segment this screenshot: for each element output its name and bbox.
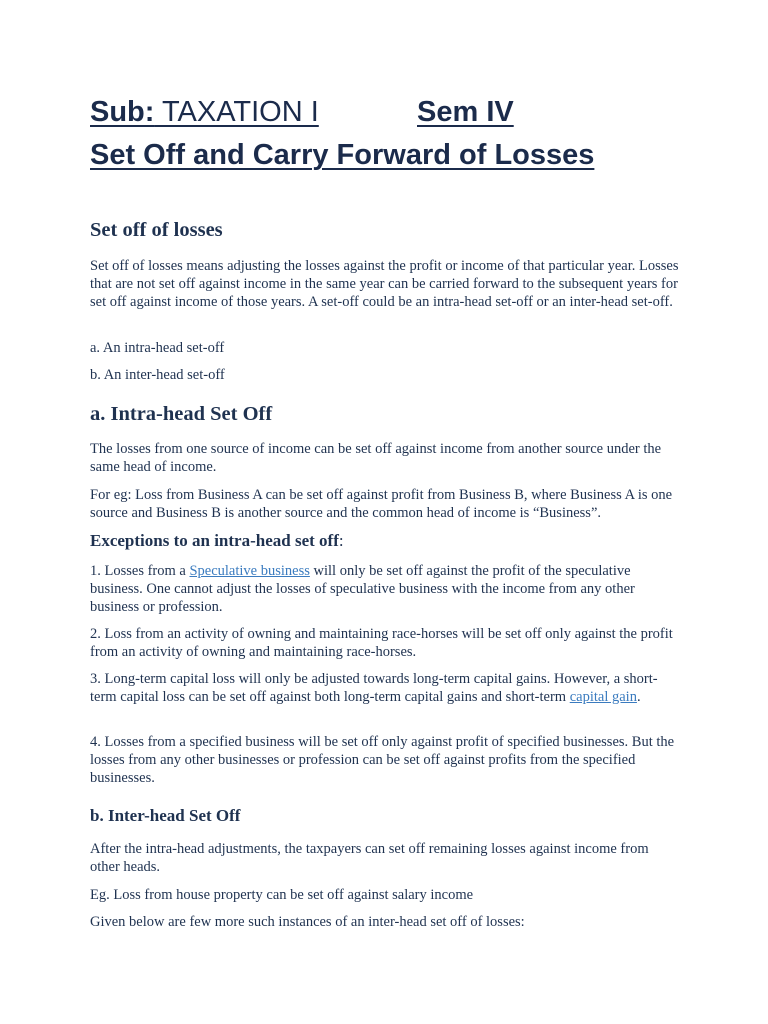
semester-label: Sem IV (417, 96, 514, 128)
heading-exceptions (90, 530, 344, 552)
exception-3-text-end: . (636, 689, 641, 705)
inter-head-example-paragraph: Eg. Loss from house property can be set off against salary income (90, 887, 474, 903)
list-item-intra-head: a. An intra-head set-off (90, 340, 225, 356)
heading-set-off-of-losses: Set off of losses (90, 219, 223, 241)
subject-name: TAXATION I (154, 96, 319, 128)
heading-inter-head-set-off: b. Inter-head Set Off (90, 806, 241, 825)
exception-4-paragraph: 4. Losses from a specified business will be set off only against profit of specified businesses. But the losses from any other businesses or profession can be set off against profits from the specified businesses. (90, 734, 675, 786)
set-off-definition-paragraph: Set off of losses means adjusting the losses against the profit or income of that particular year. Losses that are not set off against income in the same year can be carried forward to the subsequent years for set off against income of those years. A set-off could be an intra-head set-off or an inter-head set-off. (90, 258, 679, 310)
heading-intra-head-set-off: a. Intra-head Set Off (90, 403, 273, 425)
intra-head-example-paragraph: For eg: Loss from Business A can be set off against profit from Business B, where Business A is one source and Business B is another source and the common head of income is “Business”. (90, 487, 673, 521)
sub-label: Sub: (90, 96, 155, 128)
exception-3-text-start: 3. Long-term capital loss will only be adjusted towards long-term capital gains. However, a short-term capital loss can be set off against both long-term capital gains and short-term (90, 671, 658, 705)
topic-title: Set Off and Carry Forward of Losses (90, 139, 595, 171)
exception-1-text-end: will only be set off against the profit of the speculative business. One cannot adjust the losses of speculative business with the income from any other business or profession. (90, 563, 635, 615)
intra-head-paragraph: The losses from one source of income can be set off against income from another source under the same head of income. (90, 441, 662, 475)
inter-head-paragraph: After the intra-head adjustments, the taxpayers can set off remaining losses against income from other heads. (90, 841, 649, 875)
exception-1-text-start: 1. Losses from a (90, 563, 190, 579)
subject-title (90, 96, 319, 128)
capital-gain-link[interactable]: capital gain (569, 689, 637, 705)
list-item-inter-head: b. An inter-head set-off (90, 367, 225, 383)
speculative-business-link[interactable]: Speculative business (189, 563, 310, 579)
exceptions-heading-text: Exceptions to an intra-head set off (90, 531, 339, 550)
subject-title-line (90, 94, 514, 130)
exception-3-paragraph (90, 670, 682, 706)
exception-1-paragraph (90, 562, 682, 616)
exception-2-paragraph: 2. Loss from an activity of owning and maintaining race-horses will be set off only against the profit from an activity of owning and maintaining race-horses. (90, 626, 673, 660)
exceptions-colon: : (338, 531, 344, 550)
inter-head-instances-paragraph: Given below are few more such instances of an inter-head set off of losses: (90, 914, 525, 930)
